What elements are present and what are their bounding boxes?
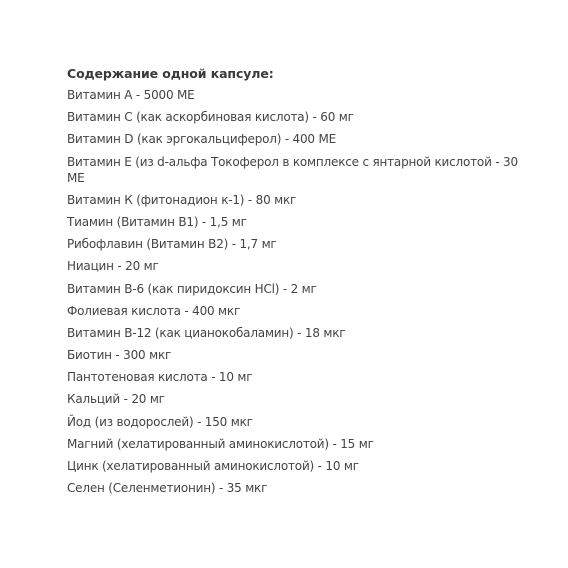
ingredient-item-vitamin-c: Витамин С (как аскорбиновая кислота) - 60 мг <box>67 110 354 125</box>
ingredient-item-selenium: Селен (Селенметионин) - 35 мкг <box>67 481 268 496</box>
ingredient-item-vitamin-k: Витамин К (фитонадион к-1) - 80 мкг <box>67 192 297 207</box>
ingredient-item-vitamin-b6: Витамин В-6 (как пиридоксин HCl) - 2 мг <box>67 281 317 296</box>
ingredient-item-iodine: Йод (из водорослей) - 150 мкг <box>67 414 253 429</box>
ingredient-list <box>67 87 527 496</box>
ingredient-item-niacin: Ниацин - 20 мг <box>67 259 159 274</box>
ingredient-item-folic-acid: Фолиевая кислота - 400 мкг <box>67 303 241 318</box>
ingredient-item-biotin: Биотин - 300 мкг <box>67 348 172 363</box>
ingredient-item-zinc: Цинк (хелатированный аминокислотой) - 10 мг <box>67 459 359 473</box>
composition-section <box>67 65 527 502</box>
ingredient-item-pantothenic-acid: Пантотеновая кислота - 10 мг <box>67 370 253 385</box>
composition-heading: Содержание одной капсуле: <box>67 66 274 81</box>
ingredient-item-vitamin-a: Витамин А - 5000 МЕ <box>67 88 195 102</box>
ingredient-item-thiamin: Тиамин (Витамин В1) - 1,5 мг <box>67 214 247 229</box>
ingredient-item-vitamin-d: Витамин D (как эргокальциферол) - 400 МЕ <box>67 132 337 147</box>
ingredient-item-vitamin-b12: Витамин В-12 (как цианокобаламин) - 18 мкг <box>67 325 346 340</box>
ingredient-item-riboflavin: Рибофлавин (Витамин В2) - 1,7 мг <box>67 237 277 252</box>
ingredient-item-vitamin-e: Витамин Е (из d-альфа Токоферол в комплексе с янтарной кислотой - 30 МЕ <box>67 154 518 185</box>
ingredient-item-calcium: Кальций - 20 мг <box>67 392 165 407</box>
ingredient-item-magnesium: Магний (хелатированный аминокислотой) - 15 мг <box>67 436 374 451</box>
